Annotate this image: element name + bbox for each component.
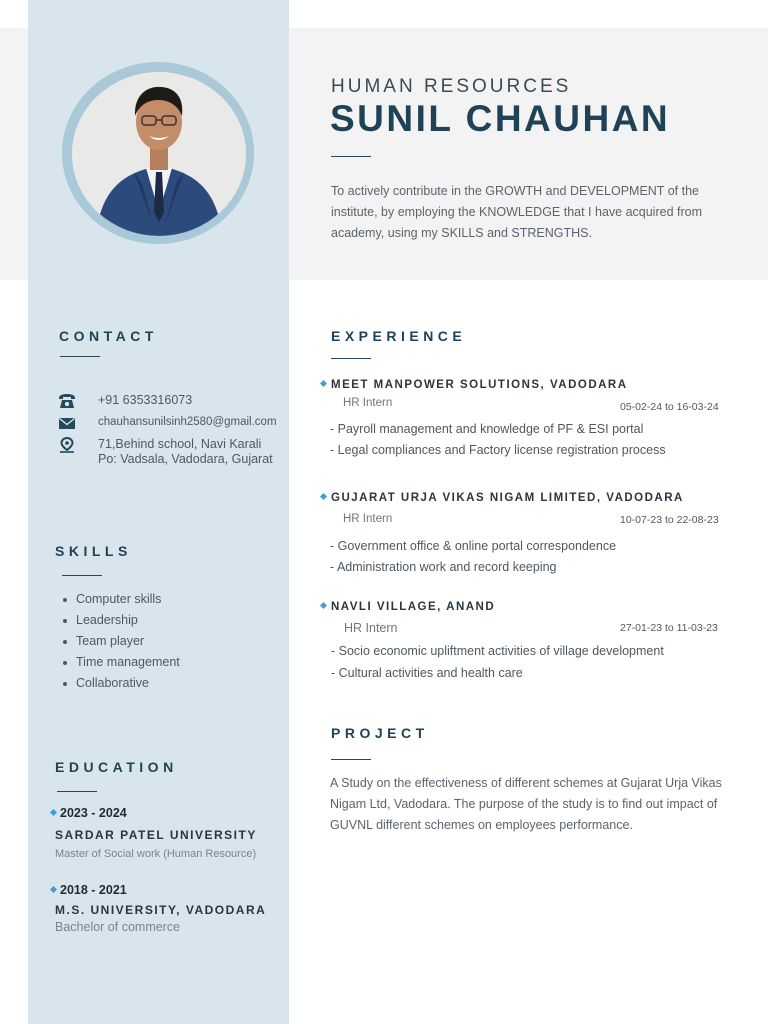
job-role-3: HR Intern: [344, 621, 398, 635]
skill-item: Team player: [62, 631, 180, 652]
skills-heading: SKILLS: [55, 543, 132, 559]
skill-item: Collaborative: [62, 673, 180, 694]
contact-phone-row: [58, 393, 290, 409]
skill-item: Leadership: [62, 610, 180, 631]
job-company-1: MEET MANPOWER SOLUTIONS, VADODARA: [320, 379, 628, 391]
candidate-name: SUNIL CHAUHAN: [330, 98, 671, 139]
diamond-bullet-icon: [50, 809, 57, 816]
project-divider: [331, 759, 371, 760]
education-years-2: 2018 - 2021: [50, 883, 127, 897]
project-description: A Study on the effectiveness of different schemes at Gujarat Urja Vikas Nigam Ltd, Vadodara. The purpose of the study is to find out impact of GUVNL different schemes on employees performance.: [330, 776, 722, 832]
diamond-bullet-icon: [320, 602, 327, 609]
profile-photo: [72, 72, 246, 236]
skills-list: [62, 589, 180, 694]
job-bullet: - Government office & online portal correspondence: [330, 539, 617, 553]
experience-heading: EXPERIENCE: [331, 328, 467, 344]
address-line-1: 71,Behind school, Navi Karali: [98, 437, 262, 451]
location-pin-icon: [58, 437, 76, 453]
person-illustration: [72, 72, 246, 236]
job-role-1: HR Intern: [343, 397, 393, 409]
education-degree-2: Bachelor of commerce: [55, 920, 181, 934]
address: [98, 437, 273, 467]
contact-email-row: [58, 415, 290, 431]
job-bullet: - Socio economic upliftment activities of village development: [331, 644, 664, 658]
education-years-1: 2023 - 2024: [50, 806, 127, 820]
education-heading: EDUCATION: [55, 759, 178, 775]
email-address[interactable]: chauhansunilsinh2580@gmail.com: [98, 416, 277, 428]
experience-divider: [331, 358, 371, 359]
skill-item: Time management: [62, 652, 180, 673]
diamond-bullet-icon: [50, 886, 57, 893]
education-divider: [57, 791, 97, 792]
job-role-2: HR Intern: [343, 513, 393, 525]
job-role: HUMAN RESOURCES: [331, 76, 572, 97]
education-school-1: SARDAR PATEL UNIVERSITY: [55, 828, 257, 842]
job-bullet: - Legal compliances and Factory license registration process: [330, 443, 666, 457]
job-dates-3: 27-01-23 to 11-03-23: [620, 622, 718, 634]
diamond-bullet-icon: [320, 493, 327, 500]
skills-divider: [62, 575, 102, 576]
job-dates-1: 05-02-24 to 16-03-24: [620, 401, 719, 413]
envelope-icon: [58, 415, 76, 431]
job-company-2: GUJARAT URJA VIKAS NIGAM LIMITED, VADODARA: [320, 492, 684, 504]
phone-icon: [58, 393, 76, 409]
contact-heading: CONTACT: [59, 328, 158, 344]
career-objective: To actively contribute in the GROWTH and DEVELOPMENT of the institute, by employing the KNOWLEDGE that I have acquired from academy, using my SKILLS and STRENGTHS.: [331, 184, 703, 240]
phone-number[interactable]: +91 6353316073: [98, 393, 193, 407]
job-bullet: - Payroll management and knowledge of PF & ESI portal: [330, 422, 644, 436]
contact-address-row: [58, 437, 290, 469]
skill-item: Computer skills: [62, 589, 180, 610]
contact-divider: [60, 356, 100, 357]
job-bullet: - Cultural activities and health care: [331, 666, 523, 680]
project-heading: PROJECT: [331, 725, 429, 741]
header-divider: [331, 156, 371, 157]
education-degree-1: Master of Social work (Human Resource): [55, 848, 257, 860]
education-school-2: M.S. UNIVERSITY, VADODARA: [55, 903, 267, 917]
address-line-2: Po: Vadsala, Vadodara, Gujarat: [98, 452, 273, 466]
diamond-bullet-icon: [320, 380, 327, 387]
job-dates-2: 10-07-23 to 22-08-23: [620, 514, 719, 526]
job-company-3: NAVLI VILLAGE, ANAND: [320, 601, 495, 613]
job-bullet: - Administration work and record keeping: [330, 560, 557, 574]
